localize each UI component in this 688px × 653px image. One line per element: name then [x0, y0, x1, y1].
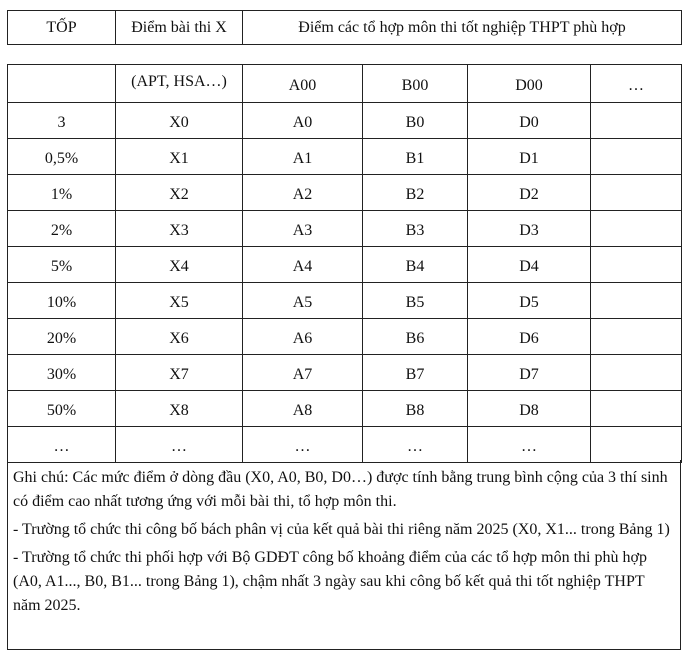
exam-score-cell: X7: [116, 355, 243, 391]
top-cell: 10%: [8, 283, 116, 319]
more-cell: [591, 391, 682, 427]
b00-cell: B7: [363, 355, 468, 391]
header-exam-score: Điểm bài thi X: [116, 11, 243, 45]
table-row: [8, 211, 682, 247]
header-top: TỐP: [8, 11, 116, 45]
table-row: [8, 103, 682, 139]
d00-cell: D3: [468, 211, 591, 247]
notes-section: [7, 460, 681, 650]
table-row: [8, 427, 682, 463]
more-cell: [591, 319, 682, 355]
a00-cell: …: [243, 427, 363, 463]
b00-cell: B0: [363, 103, 468, 139]
a00-cell: A2: [243, 175, 363, 211]
a00-cell: A4: [243, 247, 363, 283]
note-combination-range: - Trường tổ chức thi phối hợp với Bộ GDĐT công bố khoảng điểm của các tổ hợp môn thi phù hợp (A0, A1..., B0, B1... trong Bảng 1), chậm nhất 3 ngày sau khi công bố kết quả thi tốt nghiệp THPT năm 2025.: [13, 549, 647, 614]
exam-score-cell: …: [116, 427, 243, 463]
more-cell: [591, 247, 682, 283]
a00-cell: A3: [243, 211, 363, 247]
table-row: [8, 391, 682, 427]
score-table: [7, 64, 682, 463]
more-cell: [591, 211, 682, 247]
subheader-more-cell: …: [591, 65, 682, 103]
exam-score-cell: X0: [116, 103, 243, 139]
top-cell: …: [8, 427, 116, 463]
subheader-exam-score-cell: (APT, HSA…): [116, 65, 243, 103]
more-cell: [591, 139, 682, 175]
more-cell: [591, 427, 682, 463]
table-row: [8, 175, 682, 211]
a00-cell: A6: [243, 319, 363, 355]
more-cell: [591, 355, 682, 391]
a00-cell: A5: [243, 283, 363, 319]
d00-cell: D8: [468, 391, 591, 427]
subheader-top-cell: [8, 65, 116, 103]
header-row: [8, 11, 682, 45]
top-cell: 2%: [8, 211, 116, 247]
b00-cell: B4: [363, 247, 468, 283]
more-cell: [591, 175, 682, 211]
header-combination-scores: Điểm các tổ hợp môn thi tốt nghiệp THPT phù hợp: [243, 11, 682, 45]
d00-cell: …: [468, 427, 591, 463]
table-row: [8, 319, 682, 355]
exam-score-cell: X1: [116, 139, 243, 175]
subheader-row: [8, 65, 682, 103]
top-cell: 20%: [8, 319, 116, 355]
top-cell: 3: [8, 103, 116, 139]
exam-score-cell: X4: [116, 247, 243, 283]
table-row: [8, 139, 682, 175]
d00-cell: D5: [468, 283, 591, 319]
top-cell: 30%: [8, 355, 116, 391]
b00-cell: B3: [363, 211, 468, 247]
d00-cell: D7: [468, 355, 591, 391]
top-cell: 50%: [8, 391, 116, 427]
d00-cell: D1: [468, 139, 591, 175]
header-table: [7, 10, 682, 45]
note-exam-percentile: - Trường tổ chức thi công bố bách phân vị của kết quả bài thi riêng năm 2025 (X0, X1... trong Bảng 1): [13, 521, 670, 538]
b00-cell: …: [363, 427, 468, 463]
b00-cell: B6: [363, 319, 468, 355]
subheader-d00-cell: D00: [468, 65, 591, 103]
b00-cell: B2: [363, 175, 468, 211]
note-summary: Ghi chú: Các mức điểm ở dòng đầu (X0, A0, B0, D0…) được tính bằng trung bình cộng của 3 thí sinh có điểm cao nhất tương ứng với mỗi bài thi, tổ hợp môn thi.: [13, 469, 668, 510]
more-cell: [591, 103, 682, 139]
a00-cell: A8: [243, 391, 363, 427]
exam-score-cell: X6: [116, 319, 243, 355]
a00-cell: A1: [243, 139, 363, 175]
exam-score-cell: X8: [116, 391, 243, 427]
table-row: [8, 283, 682, 319]
d00-cell: D2: [468, 175, 591, 211]
top-cell: 5%: [8, 247, 116, 283]
b00-cell: B8: [363, 391, 468, 427]
exam-score-cell: X2: [116, 175, 243, 211]
top-cell: 1%: [8, 175, 116, 211]
subheader-a00-cell: A00: [243, 65, 363, 103]
exam-score-cell: X3: [116, 211, 243, 247]
d00-cell: D4: [468, 247, 591, 283]
table-row: [8, 355, 682, 391]
a00-cell: A0: [243, 103, 363, 139]
table-row: [8, 247, 682, 283]
b00-cell: B5: [363, 283, 468, 319]
a00-cell: A7: [243, 355, 363, 391]
d00-cell: D0: [468, 103, 591, 139]
d00-cell: D6: [468, 319, 591, 355]
subheader-b00-cell: B00: [363, 65, 468, 103]
more-cell: [591, 283, 682, 319]
exam-score-cell: X5: [116, 283, 243, 319]
top-cell: 0,5%: [8, 139, 116, 175]
b00-cell: B1: [363, 139, 468, 175]
